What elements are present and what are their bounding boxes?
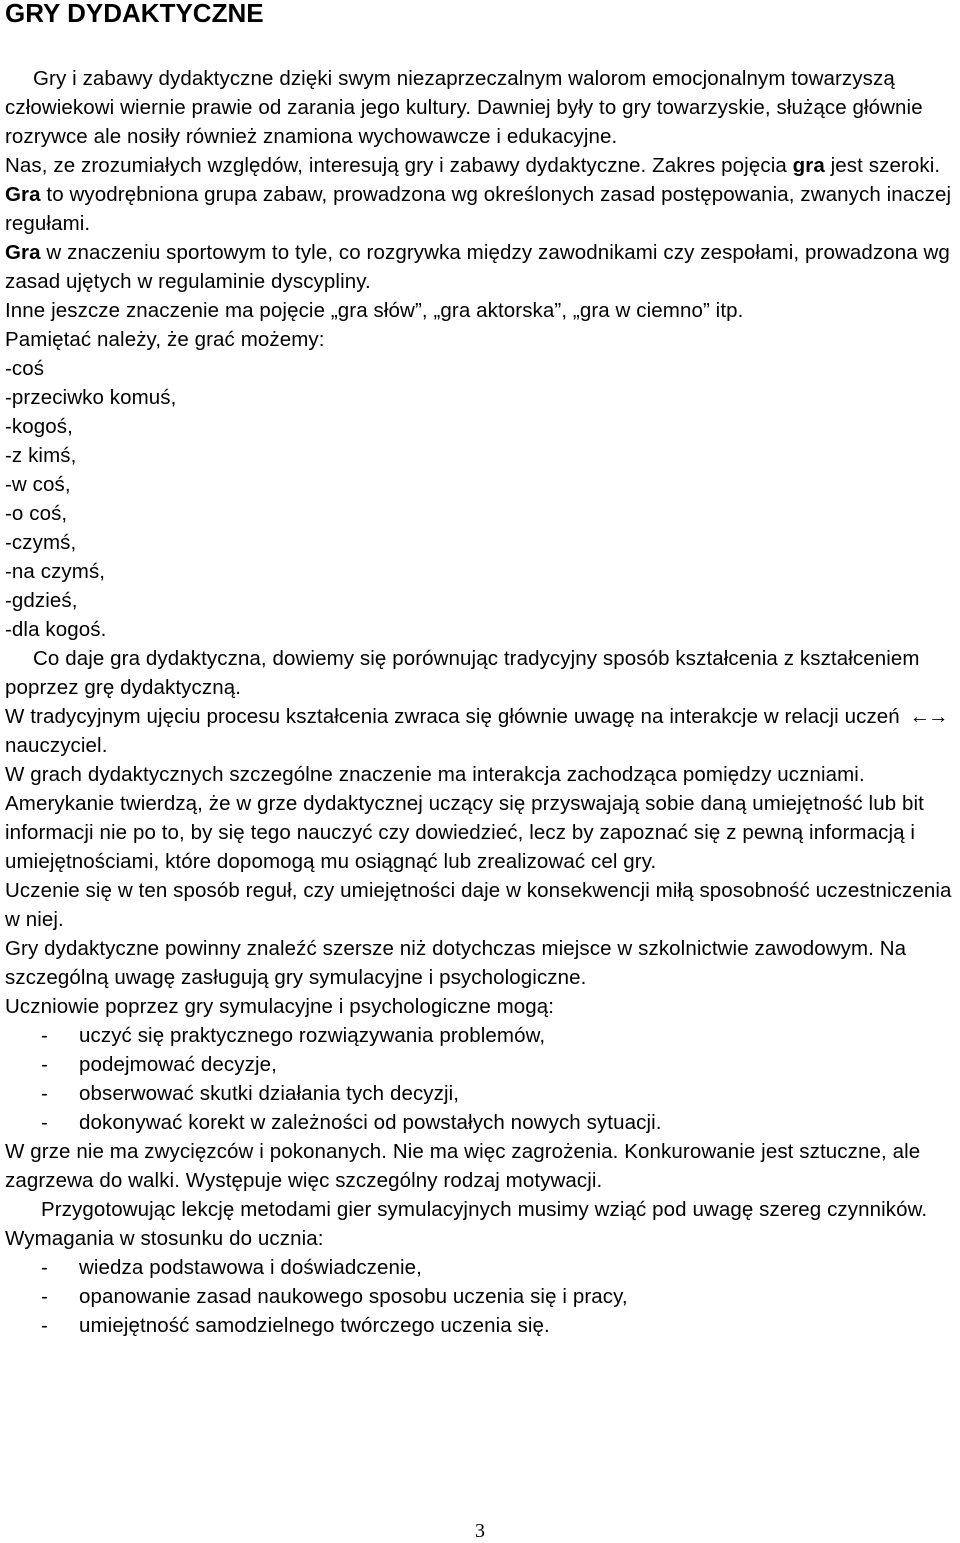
document-page [5, 0, 957, 1337]
paragraph-interaction: W grach dydaktycznych szczególne znaczenie ma interakcja zachodząca pomiędzy uczniami. Amerykanie twierdzą, że w grze dydaktycznej uczący się przyswajają sobie daną umiejętność lub bit informacji nie po to, by się tego nauczyć czy dowiedzieć, lecz by zapoznać się z pewną informacją i umiejętnościami, które dopomogą mu osiągnąć lub zrealizować cel gry. [5, 763, 924, 873]
term-gra-definition: Gra [5, 183, 41, 206]
list-dash: - [41, 1053, 48, 1076]
list-item: -w coś, [5, 473, 71, 496]
list-dash: - [41, 1024, 48, 1047]
term-gra-sport: Gra [5, 241, 41, 264]
paragraph-students-can: Uczniowie poprzez gry symulacyjne i psychologiczne mogą: [5, 995, 555, 1018]
paragraph-scope [5, 151, 957, 180]
list-item [5, 1079, 957, 1108]
list-item-text: umiejętność samodzielnego twórczego uczenia się. [79, 1314, 550, 1337]
paragraph-rules: Uczenie się w ten sposób reguł, czy umiejętności daje w konsekwencji miłą sposobność uczestniczenia w niej. [5, 879, 952, 931]
list-item: -kogoś, [5, 415, 73, 438]
bidirectional-arrow-icon: ←→ [909, 705, 947, 728]
list-item: -z kimś, [5, 444, 77, 467]
paragraph-definition-text: to wyodrębniona grupa zabaw, prowadzona wg określonych zasad postępowania, zwanych inaczej regułami. [5, 183, 952, 235]
intro-paragraph: Gry i zabawy dydaktyczne dzięki swym niezaprzeczalnym walorom emocjonalnym towarzyszą człowiekowi wiernie prawie od zarania jego kultury. Dawniej były to gry towarzyskie, służące głównie rozrywce ale nosiły również znamiona wychowawcze i edukacyjne. [5, 67, 923, 148]
list-item: -o coś, [5, 502, 68, 525]
list-item: -na czymś, [5, 560, 106, 583]
paragraph-traditional [5, 702, 957, 760]
paragraph-sport [5, 238, 957, 296]
document-title: GRY DYDAKTYCZNE [5, 0, 264, 28]
paragraph-requirements-intro: Wymagania w stosunku do ucznia: [5, 1227, 324, 1250]
list-item [5, 1108, 957, 1137]
list-item-text: wiedza podstawowa i doświadczenie, [79, 1256, 422, 1279]
list-item [5, 1253, 957, 1282]
list-dash: - [41, 1082, 48, 1105]
list-item: -coś [5, 357, 45, 380]
list-item [5, 1050, 957, 1079]
list-dash: - [41, 1285, 48, 1308]
list-item [5, 1282, 957, 1311]
skills-list [5, 1021, 957, 1137]
list-item-text: dokonywać korekt w zależności od powstałych nowych sytuacji. [79, 1111, 662, 1134]
paragraph-traditional-tail: nauczyciel. [5, 734, 108, 757]
list-item-text: uczyć się praktycznego rozwiązywania problemów, [79, 1024, 546, 1047]
term-gra: gra [792, 154, 825, 177]
list-item-text: obserwować skutki działania tych decyzji, [79, 1082, 460, 1105]
list-item: -gdzieś, [5, 589, 78, 612]
list-item-text: opanowanie zasad naukowego sposobu uczenia się i pracy, [79, 1285, 628, 1308]
paragraph-traditional-text: W tradycyjnym ujęciu procesu kształcenia zwraca się głównie uwagę na interakcje w relacji uczeń [5, 705, 900, 728]
list-item-text: podejmować decyzje, [79, 1053, 277, 1076]
paragraph-preparation: Przygotowując lekcję metodami gier symulacyjnych musimy wziąć pod uwagę szereg czynników. [41, 1198, 928, 1221]
paragraph-definition [5, 180, 957, 238]
paragraph-no-winners: W grze nie ma zwycięzców i pokonanych. Nie ma więc zagrożenia. Konkurowanie jest sztuczne, ale zagrzewa do walki. Występuje więc szczególny rodzaj motywacji. [5, 1140, 921, 1192]
paragraph-scope-tail: jest szeroki. [824, 154, 941, 177]
paragraph-sport-text: w znaczeniu sportowym to tyle, co rozgrywka między zawodnikami czy zespołami, prowadzona wg zasad ujętych w regulaminie dyscypliny. [5, 241, 950, 293]
paragraph-comparison: Co daje gra dydaktyczna, dowiemy się porównując tradycyjny sposób kształcenia z kształceniem poprzez grę dydaktyczną. [5, 647, 920, 699]
document-body [5, 64, 957, 1340]
list-item: -dla kogoś. [5, 618, 107, 641]
list-item [5, 1021, 957, 1050]
paragraph-play-forms-intro: Pamiętać należy, że grać możemy: [5, 328, 325, 351]
requirements-list [5, 1253, 957, 1340]
list-dash: - [41, 1256, 48, 1279]
list-item [5, 1311, 957, 1340]
paragraph-vocational: Gry dydaktyczne powinny znaleźć szersze niż dotychczas miejsce w szkolnictwie zawodowym. Na szczególną uwagę zasługują gry symulacyjne i psychologiczne. [5, 937, 907, 989]
list-item: -czymś, [5, 531, 77, 554]
list-dash: - [41, 1111, 48, 1134]
play-forms-list [5, 354, 957, 644]
paragraph-scope-text: Nas, ze zrozumiałych względów, interesują gry i zabawy dydaktyczne. Zakres pojęcia [5, 154, 787, 177]
list-item: -przeciwko komuś, [5, 386, 177, 409]
paragraph-other-meanings: Inne jeszcze znaczenie ma pojęcie „gra słów”, „gra aktorska”, „gra w ciemno” itp. [5, 299, 744, 322]
page-number: 3 [475, 1520, 485, 1542]
list-dash: - [41, 1314, 48, 1337]
